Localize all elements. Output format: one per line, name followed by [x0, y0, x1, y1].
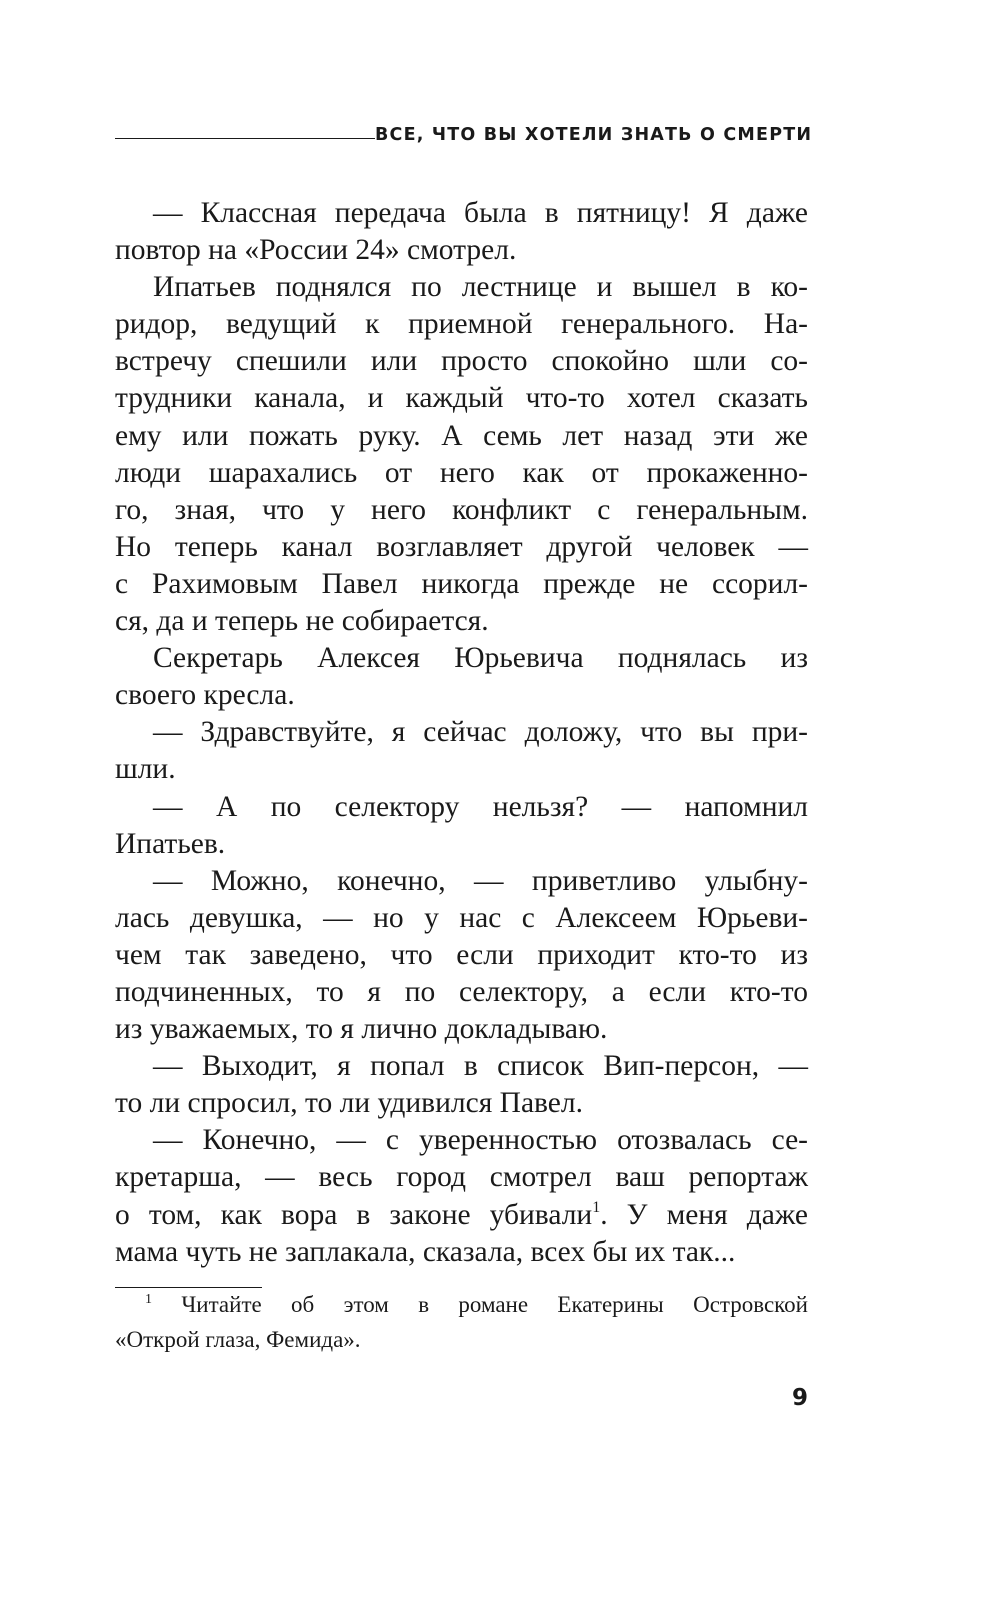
body-text: [115, 195, 808, 1271]
paragraph: [115, 714, 808, 788]
text-line: шли.: [115, 753, 176, 786]
text-line: — Классная передача была в пятницу! Я даже: [153, 197, 808, 229]
text-line: ридор, ведущий к приемной генерального. На-: [115, 308, 808, 341]
text-line: Ипатьев поднялся по лестнице и вышел в ко-: [153, 271, 808, 304]
text-line: — Здравствуйте, я сейчас доложу, что вы при-: [153, 716, 808, 749]
text-fragment: о том, как вора в законе убивали: [115, 1198, 593, 1231]
text-line: из уважаемых, то я лично докладываю.: [115, 1013, 608, 1046]
text-line: повтор на «России 24» смотрел.: [115, 234, 517, 267]
footnote-text: Читайте об этом в романе Екатерины Островской: [152, 1292, 808, 1317]
text-line: с Рахимовым Павел никогда прежде не ссорил-: [115, 567, 808, 600]
text-line: лась девушка, — но у нас с Алексеем Юрьеви-: [115, 901, 808, 934]
text-line: — Выходит, я попал в список Вип-персон, —: [153, 1050, 808, 1083]
text-line: — Можно, конечно, — приветливо улыбну-: [153, 864, 808, 897]
text-line: чем так заведено, что если приходит кто-то из: [115, 938, 808, 971]
paragraph: [115, 863, 808, 1048]
text-line: го, зная, что у него конфликт с генеральным.: [115, 493, 808, 526]
text-line: Ипатьев.: [115, 827, 226, 860]
text-line: трудники канала, и каждый что-то хотел сказать: [115, 382, 808, 415]
text-fragment: . У меня даже: [600, 1198, 808, 1231]
footnote-marker: 1: [145, 1292, 152, 1307]
text-line: люди шарахались от него как от прокаженно-: [115, 456, 808, 489]
paragraph: [115, 640, 808, 714]
running-head-rule: [115, 138, 375, 139]
page-number: 9: [791, 1385, 808, 1411]
text-line: мама чуть не заплакала, сказала, всех бы их так...: [115, 1235, 736, 1268]
text-line: Но теперь канал возглавляет другой человек —: [115, 530, 808, 563]
text-line: своего кресла.: [115, 679, 295, 712]
text-line: кретарша, — весь город смотрел ваш репортаж: [115, 1161, 808, 1194]
footnote-line: [115, 1287, 808, 1322]
paragraph: [115, 269, 808, 640]
text-line: — Конечно, — с уверенностью отозвалась се-: [153, 1124, 808, 1157]
footnote: [115, 1287, 808, 1357]
text-line: — А по селектору нельзя? — напомнил: [153, 790, 808, 823]
text-line: то ли спросил, то ли удивился Павел.: [115, 1087, 583, 1120]
running-head-title: ВСЕ, ЧТО ВЫ ХОТЕЛИ ЗНАТЬ О СМЕРТИ: [375, 124, 813, 145]
running-head: [115, 118, 813, 145]
text-line: подчиненных, то я по селектору, а если кто-то: [115, 975, 808, 1008]
text-line: встречу спешили или просто спокойно шли со-: [115, 345, 808, 378]
text-line: ему или пожать руку. А семь лет назад эти же: [115, 419, 808, 452]
text-line: Секретарь Алексея Юрьевича поднялась из: [153, 642, 808, 675]
paragraph: [115, 1048, 808, 1122]
footnote-line: «Открой глаза, Фемида».: [115, 1327, 361, 1352]
paragraph: [115, 789, 808, 863]
text-line: [115, 1197, 808, 1234]
paragraph: [115, 195, 808, 269]
paragraph: [115, 1122, 808, 1270]
footnote-reference[interactable]: 1: [592, 1198, 601, 1216]
text-line: ся, да и теперь не собирается.: [115, 605, 489, 638]
